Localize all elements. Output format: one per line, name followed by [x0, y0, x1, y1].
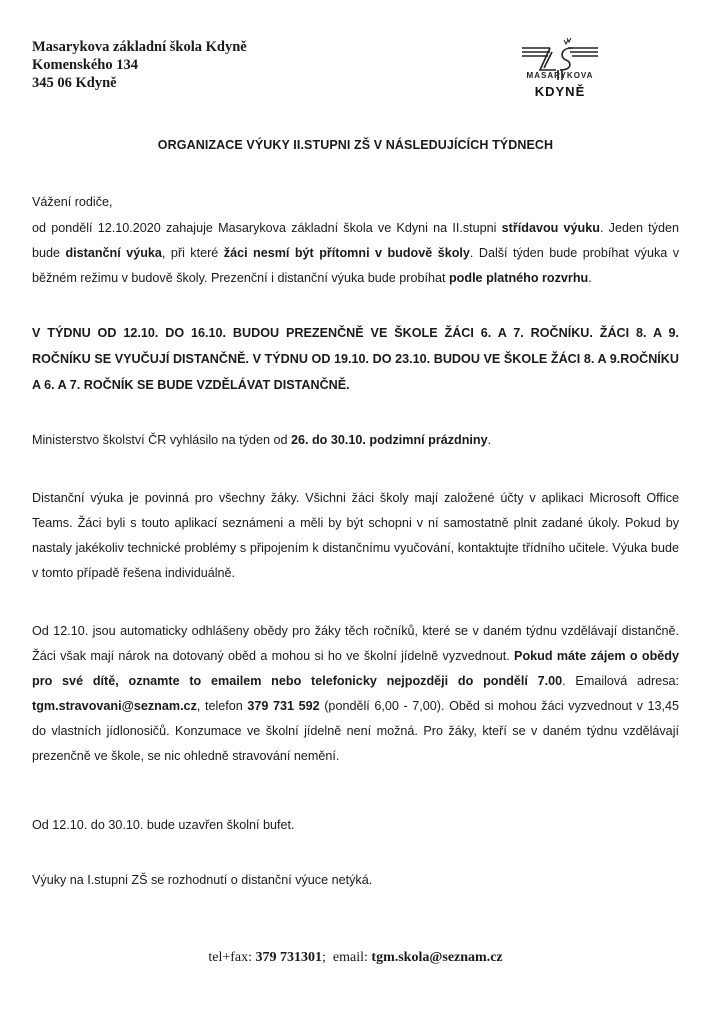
first-grade-paragraph: Výuky na I.stupni ZŠ se rozhodnutí o distanční výuce netýká.	[32, 873, 373, 887]
lunches-text-1: Od 12.10. jsou automaticky odhlášeny obědy pro žáky těch ročníků, které se v daném týdnu vzdělávají distančně. Žáci však mají nárok na dotovaný oběd a mohou si ho ve školní jídelně vyzvednout.	[32, 624, 679, 663]
lunches-text-4: (pondělí 6,00 - 7,00). Oběd si mohou žáci vyzvednout v 13,45 do vlastních jídlonosičů. Konzumace ve školní jídelně není možná. Pro žáky, kteří se v daném týdnu vzdělávají prezenčně ve škole, se nic ohledně stravování nemění.	[32, 699, 679, 763]
lunches-paragraph	[32, 619, 679, 769]
distance-learning-paragraph: Distanční výuka je povinná pro všechny žáky. Všichni žáci školy mají založené účty v aplikaci Microsoft Office Teams. Žáci byli s touto aplikací seznámeni a měli by být schopni v ní samostatně plnit zadané úkoly. Pokud by nastaly jakékoliv technické problémy s připojením k distančnímu vyučování, kontaktujte třídního učitele. Výuka bude v tomto případě řešena individuálně.	[32, 491, 679, 580]
lunches-phone: 379 731 592	[247, 699, 320, 713]
footer-contact	[0, 950, 711, 966]
buffet-paragraph: Od 12.10. do 30.10. bude uzavřen školní bufet.	[32, 818, 295, 832]
holidays-text-1: Ministerstvo školství ČR vyhlásilo na týden od	[32, 433, 291, 447]
footer-tel-label: tel+fax:	[208, 950, 256, 965]
holidays-paragraph	[32, 428, 679, 453]
holidays-bold: 26. do 30.10. podzimní prázdniny	[290, 433, 488, 447]
school-city: 345 06 Kdyně	[32, 75, 117, 91]
intro-bold-1: střídavou výuku	[501, 221, 600, 235]
school-name: Masarykova základní škola Kdyně	[32, 39, 247, 55]
intro-bold-3: žáci nesmí být přítomni v budově školy	[223, 246, 470, 260]
schedule-notice: V TÝDNU OD 12.10. DO 16.10. BUDOU PREZENČNĚ VE ŠKOLE ŽÁCI 6. A 7. ROČNÍKU. ŽÁCI 8. A 9. ROČNÍKU SE VYUČUJÍ DISTANČNĚ. V TÝDNU OD 19.10. DO 23.10. BUDOU VE ŠKOLE ŽÁCI 8. A 9.ROČNÍKU A 6. A 7. ROČNÍK SE BUDE VZDĚLÁVAT DISTANČNĚ.	[32, 326, 679, 392]
lunches-text-3: , telefon	[196, 699, 248, 713]
intro-bold-4: podle platného rozvrhu	[448, 271, 589, 285]
letterhead	[32, 38, 247, 92]
intro-text-1: od pondělí 12.10.2020 zahajuje Masarykova základní škola ve Kdyni na II.stupni	[32, 221, 502, 235]
school-street: Komenského 134	[32, 57, 138, 73]
school-logo-icon	[510, 34, 610, 106]
intro-text-5: .	[588, 271, 592, 285]
intro-text-4: . Další týden bude probíhat výuka v běžném režimu v budově školy. Prezenční i distanční výuka bude probíhat	[32, 246, 680, 285]
intro-text-2: . Jeden týden bude	[32, 221, 679, 260]
lunches-email-link[interactable]: tgm.stravovani@seznam.cz	[32, 699, 197, 713]
logo-arc-text: MASARYKOVA	[526, 71, 594, 80]
holidays-text-2: .	[487, 433, 492, 447]
footer-separator: ;	[322, 950, 333, 965]
intro-paragraph	[32, 190, 679, 291]
footer-email-label: email:	[332, 950, 372, 965]
intro-text-3: , při které	[161, 246, 224, 260]
page-title: ORGANIZACE VÝUKY II.STUPNI ZŠ V NÁSLEDUJÍCÍCH TÝDNECH	[157, 138, 554, 152]
lunches-text-2: . Emailová adresa:	[562, 674, 679, 688]
logo-town-text: KDYNĚ	[534, 84, 586, 99]
footer-tel: 379 731301	[255, 950, 323, 965]
lunches-bold: Pokud máte zájem o obědy pro své dítě, oznamte to emailem nebo telefonicky nejpozději do pondělí 7.00	[32, 649, 679, 688]
intro-bold-2: distanční výuka	[65, 246, 162, 260]
greeting: Vážení rodiče,	[32, 195, 113, 209]
footer-email-link[interactable]: tgm.skola@seznam.cz	[371, 950, 503, 965]
